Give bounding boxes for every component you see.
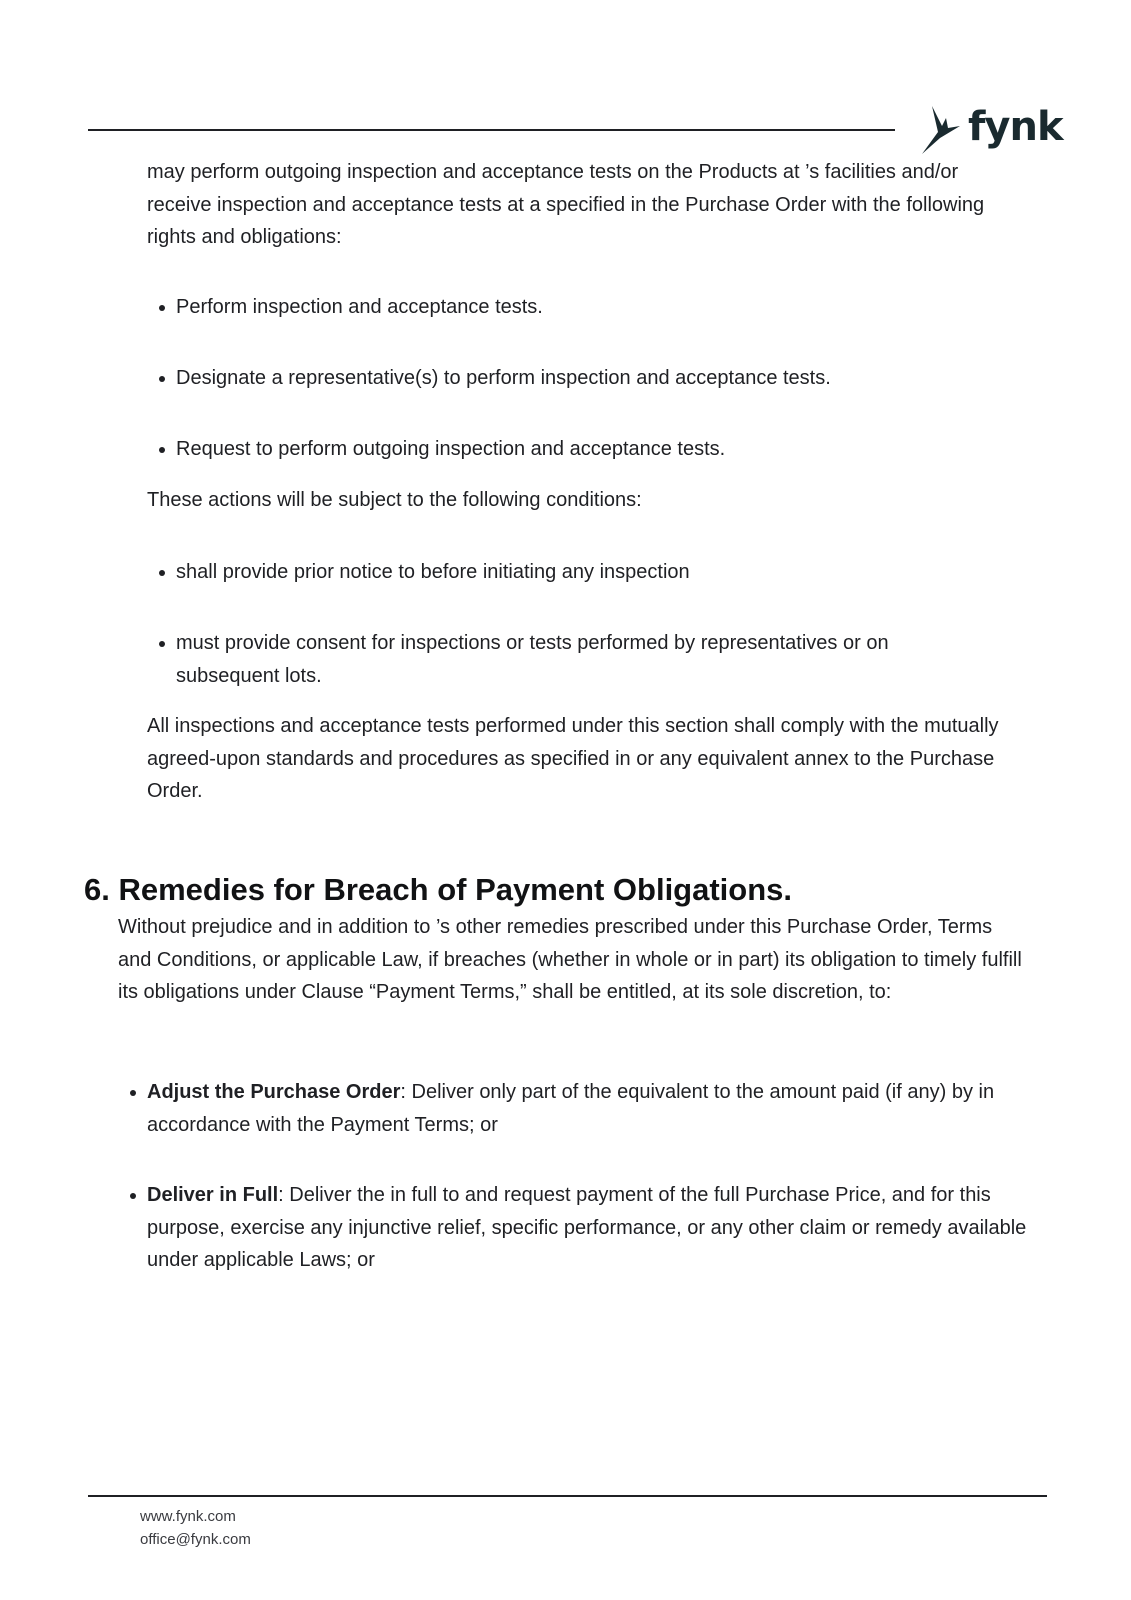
remedy-text: : Deliver the in full to and request payment of the full Purchase Price, and for this purpose, exercise any injunctive relief, specific performance, or any other claim or remedy available under applicable Laws; or xyxy=(147,1184,1027,1271)
footer-email: office@fynk.com xyxy=(140,1531,251,1548)
section-heading: 6. Remedies for Breach of Payment Obligations. xyxy=(84,872,793,907)
list-item xyxy=(147,1076,1027,1141)
list-item: Request to perform outgoing inspection and acceptance tests. xyxy=(176,433,1016,466)
intro-paragraph: may perform outgoing inspection and acceptance tests on the Products at ’s facilities and/or receive inspection and acceptance tests at a specified in the Purchase Order with the following rights and obligations: xyxy=(147,161,985,248)
remedy-text: : Deliver only part of the equivalent to the amount paid (if any) by in accordance with the Payment Terms; or xyxy=(147,1081,995,1136)
header-divider xyxy=(88,129,895,131)
brand-name: fynk xyxy=(968,104,1063,150)
conditions-intro: These actions will be subject to the following conditions: xyxy=(147,489,642,511)
brand-logo xyxy=(918,104,1063,156)
list-item xyxy=(147,1179,1027,1277)
footer-website: www.fynk.com xyxy=(140,1508,236,1525)
section-paragraph: Without prejudice and in addition to ’s other remedies prescribed under this Purchase Order, Terms and Conditions, or applicable Law, if breaches (whether in whole or in part) its obligation to timely fulfill its obligations under Clause “Payment Terms,” shall be entitled, at its sole discretion, to: xyxy=(118,916,1022,1003)
remedy-title: Adjust the Purchase Order xyxy=(147,1081,401,1103)
list-item: Perform inspection and acceptance tests. xyxy=(176,291,1016,324)
remedy-title: Deliver in Full xyxy=(147,1184,279,1206)
bird-icon xyxy=(918,104,962,156)
footer-divider xyxy=(88,1495,1047,1497)
list-item: must provide consent for inspections or tests performed by representatives or on subsequent lots. xyxy=(176,627,976,692)
list-item: Designate a representative(s) to perform inspection and acceptance tests. xyxy=(176,362,1016,395)
list-item: shall provide prior notice to before initiating any inspection xyxy=(176,556,1016,589)
compliance-paragraph: All inspections and acceptance tests performed under this section shall comply with the mutually agreed-upon standards and procedures as specified in or any equivalent annex to the Purchase Order. xyxy=(147,715,999,802)
